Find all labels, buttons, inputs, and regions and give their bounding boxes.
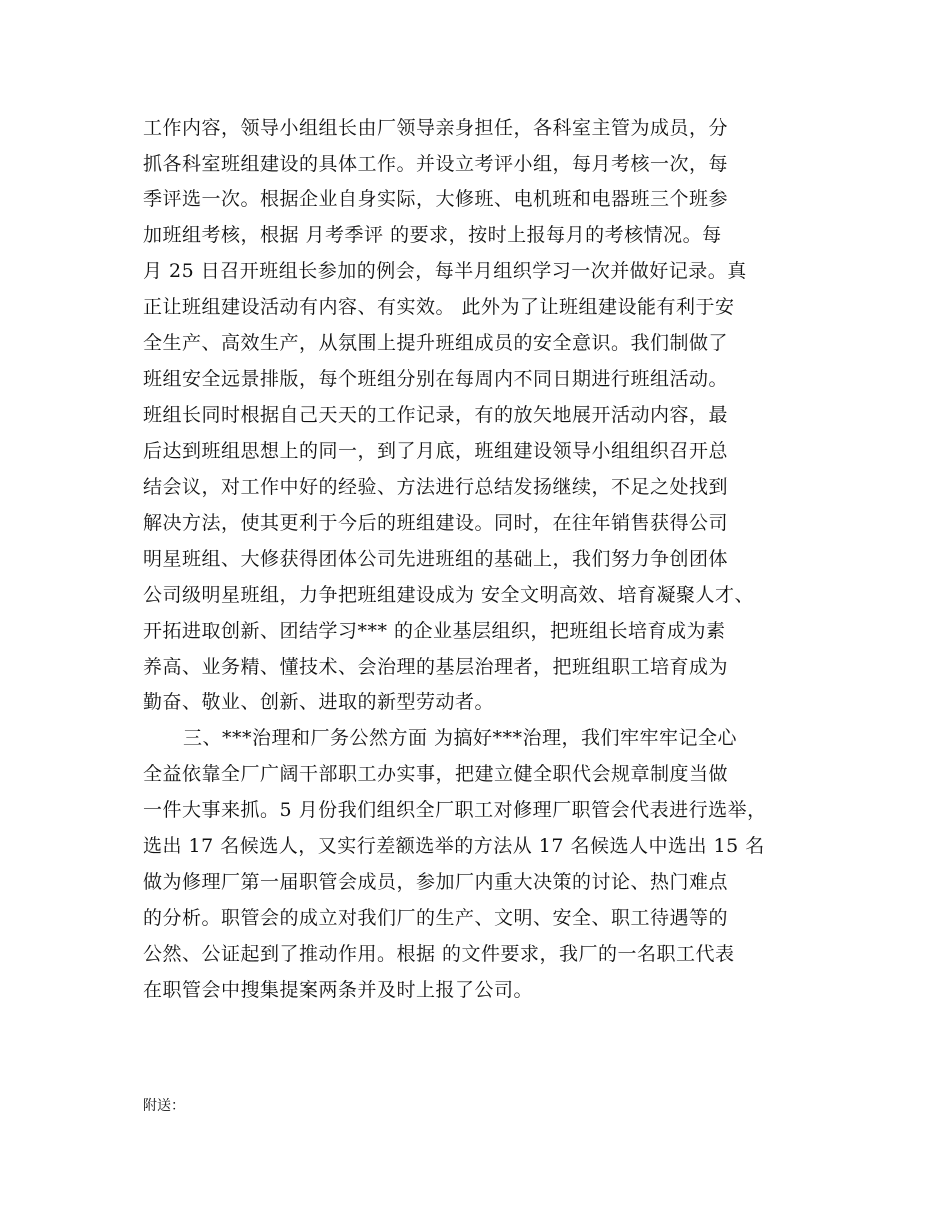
text-line: 选出 17 名候选人，又实行差额选举的方法从 17 名候选人中选出 15 名 — [143, 835, 765, 857]
text-line: 正让班组建设活动有内容、有实效。 此外为了让班组建设能有利于安 — [143, 296, 735, 318]
text-line: 一件大事来抓。5 月份我们组织全厂职工对修理厂职管会代表进行选举， — [143, 799, 767, 821]
footer-note: 附送： — [143, 1098, 185, 1114]
text-line: 班组长同时根据自己天天的工作记录，有的放矢地展开活动内容，最 — [143, 404, 729, 426]
text-line: 解决方法，使其更利于今后的班组建设。同时，在往年销售获得公司 — [143, 512, 729, 534]
text-line: 月 25 日召开班组长参加的例会，每半月组织学习一次并做好记录。真 — [143, 260, 747, 282]
text-line: 后达到班组思想上的同一，到了月底，班组建设领导小组组织召开总 — [143, 440, 729, 462]
section-heading-line: 三、***治理和厂务公然方面 为搞好***治理，我们牢牢牢记全心 — [183, 727, 738, 749]
text-line: 公司级明星班组，力争把班组建设成为 安全文明高效、培育凝聚人才、 — [143, 584, 755, 606]
text-line: 做为修理厂第一届职管会成员，参加厂内重大决策的讨论、热门难点 — [143, 871, 729, 893]
text-line: 加班组考核，根据 月考季评 的要求，按时上报每月的考核情况。每 — [143, 224, 722, 246]
text-line: 公然、公证起到了推动作用。根据 的文件要求，我厂的一名职工代表 — [143, 943, 735, 965]
text-line: 结会议，对工作中好的经验、方法进行总结发扬继续，不足之处找到 — [143, 476, 729, 498]
text-line: 的分析。职管会的成立对我们厂的生产、文明、安全、职工待遇等的 — [143, 907, 729, 929]
text-line: 班组安全远景排版，每个班组分别在每周内不同日期进行班组活动。 — [143, 368, 729, 390]
text-line: 全生产、高效生产，从氛围上提升班组成员的安全意识。我们制做了 — [143, 332, 729, 354]
text-line: 养高、业务精、懂技术、会治理的基层治理者，把班组职工培育成为 — [143, 656, 729, 678]
text-line: 工作内容，领导小组组长由厂领导亲身担任，各科室主管为成员，分 — [143, 117, 729, 139]
text-line: 季评选一次。根据企业自身实际，大修班、电机班和电器班三个班参 — [143, 188, 729, 210]
text-line: 开拓进取创新、团结学习*** 的企业基层组织，把班组长培育成为素 — [143, 620, 726, 642]
text-line: 在职管会中搜集提案两条并及时上报了公司。 — [143, 979, 534, 1001]
text-line: 明星班组、大修获得团体公司先进班组的基础上，我们努力争创团体 — [143, 548, 729, 570]
text-line: 抓各科室班组建设的具体工作。并设立考评小组，每月考核一次，每 — [143, 153, 729, 175]
text-line: 勤奋、敬业、创新、进取的新型劳动者。 — [143, 691, 495, 713]
text-line: 全益依靠全厂广阔干部职工办实事，把建立健全职代会规章制度当做 — [143, 763, 729, 785]
